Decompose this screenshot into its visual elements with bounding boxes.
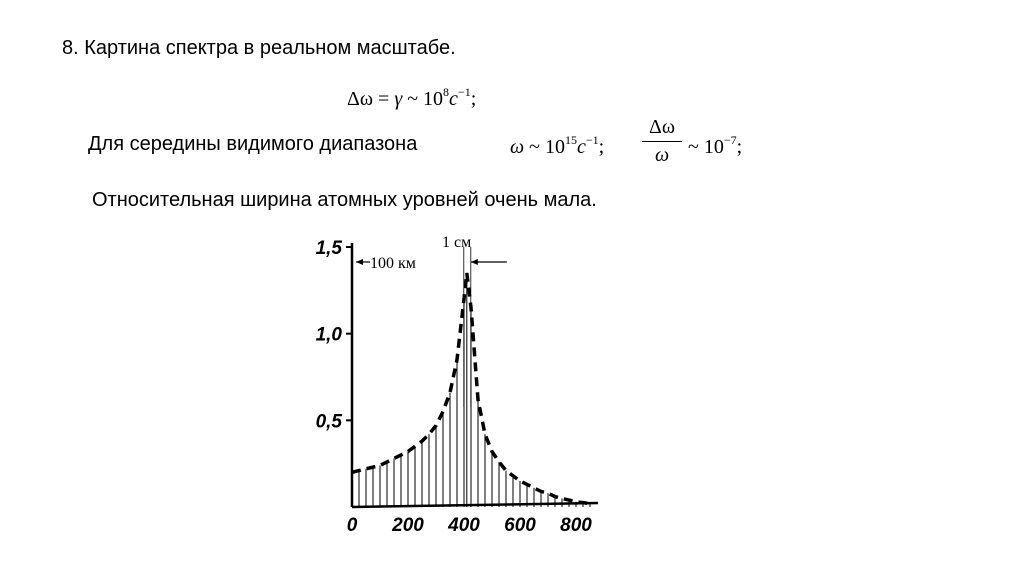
slide-title: 8. Картина спектра в реальном масштабе. bbox=[62, 37, 456, 59]
gamma-symbol: γ bbox=[394, 88, 403, 110]
y-tick-label: 0,5 bbox=[315, 411, 342, 433]
approx-ten: ~ 10 bbox=[524, 136, 565, 158]
linewidth-formula bbox=[347, 85, 476, 111]
unit-symbol: c bbox=[449, 88, 458, 110]
ratio-formula bbox=[688, 133, 742, 159]
arrowhead-100km bbox=[356, 259, 363, 265]
spectrum-chart bbox=[310, 225, 620, 545]
x-axis bbox=[352, 503, 598, 507]
unit-exponent: −1 bbox=[585, 133, 599, 147]
semicolon: ; bbox=[470, 88, 477, 110]
exponent: 15 bbox=[564, 133, 577, 147]
fraction-denominator: ω bbox=[654, 144, 670, 166]
unit-exponent: −1 bbox=[457, 85, 471, 99]
approx-ten: ~ 10 bbox=[688, 136, 724, 158]
x-tick-label: 800 bbox=[560, 515, 592, 536]
equals-sign: = bbox=[373, 88, 395, 110]
omega-symbol: ω bbox=[510, 136, 525, 158]
visible-range-text: Для середины видимого диапазона bbox=[88, 133, 418, 155]
semicolon: ; bbox=[598, 136, 605, 158]
relative-width-fraction bbox=[642, 116, 682, 167]
y-tick-label: 1,0 bbox=[315, 324, 342, 346]
frequency-formula bbox=[510, 133, 604, 159]
annotation-100km: 100 км bbox=[370, 255, 416, 272]
annotation-1cm: 1 см bbox=[442, 234, 472, 251]
semicolon: ; bbox=[736, 136, 743, 158]
approx-ten: ~ 10 bbox=[402, 88, 444, 110]
x-tick-label: 0 bbox=[346, 515, 358, 536]
chart-plot-area bbox=[316, 238, 598, 536]
x-tick-label: 600 bbox=[504, 515, 536, 536]
exponent: 8 bbox=[443, 85, 450, 99]
y-tick-label: 1,5 bbox=[315, 238, 342, 259]
fraction-bar bbox=[642, 141, 682, 142]
conclusion-text: Относительная ширина атомных уровней очень мала. bbox=[92, 189, 597, 211]
fraction-numerator: Δω bbox=[648, 116, 676, 138]
x-tick-label: 200 bbox=[392, 515, 424, 536]
arrowhead-1cm bbox=[471, 259, 478, 265]
delta-omega: Δω bbox=[347, 88, 374, 110]
unit-symbol: c bbox=[576, 136, 586, 158]
x-tick-label: 400 bbox=[448, 515, 480, 536]
exponent: −7 bbox=[723, 133, 737, 147]
